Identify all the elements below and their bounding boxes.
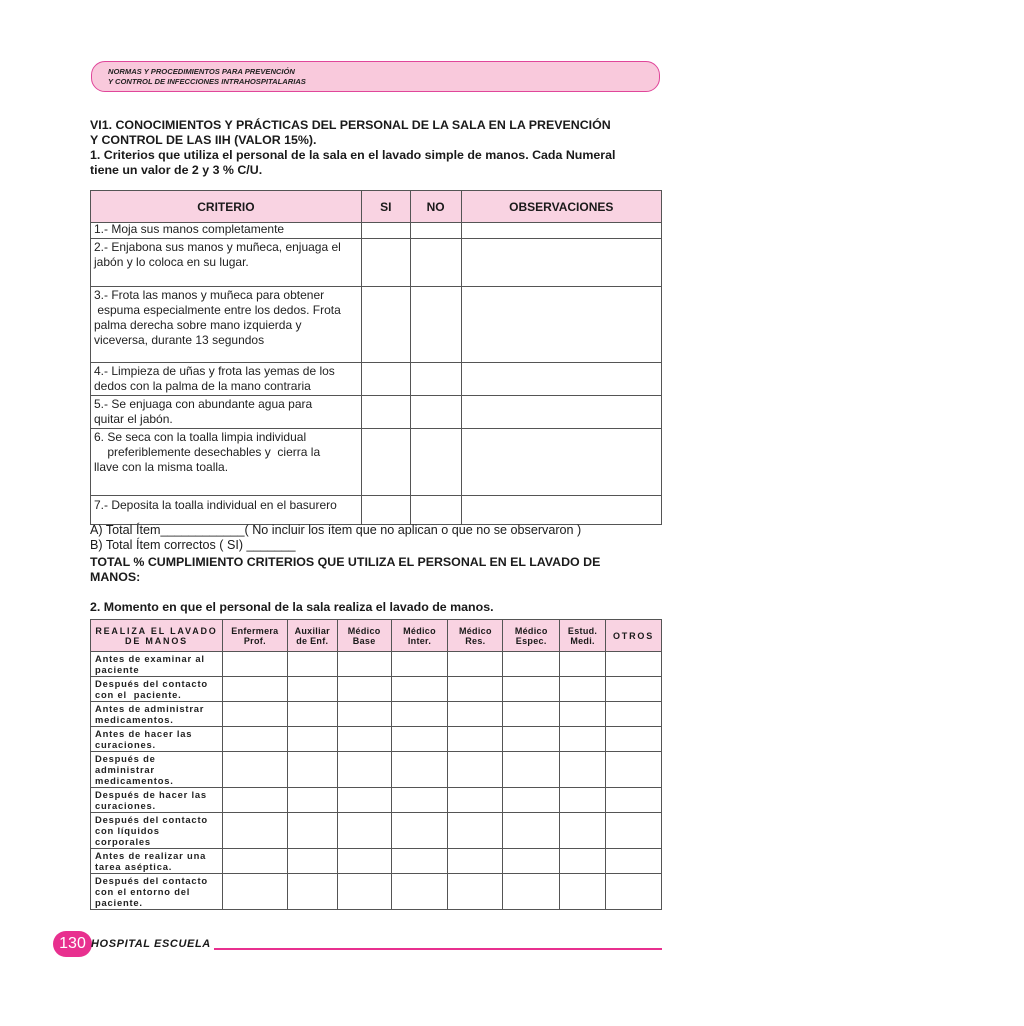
check-cell[interactable] — [222, 874, 287, 910]
moment-cell: Después del contacto con el entorno del paciente. — [91, 874, 223, 910]
table-row — [91, 363, 662, 396]
check-cell[interactable] — [448, 849, 503, 874]
moment-cell: Antes de examinar al paciente — [91, 652, 223, 677]
table-row — [91, 223, 662, 239]
table-row — [91, 702, 662, 727]
check-cell[interactable] — [337, 874, 391, 910]
check-cell[interactable] — [222, 677, 287, 702]
table-row — [91, 677, 662, 702]
table-row — [91, 496, 662, 525]
criteria-table — [90, 190, 662, 525]
si-cell[interactable] — [361, 429, 410, 496]
header-observaciones: OBSERVACIONES — [461, 191, 662, 223]
check-cell[interactable] — [337, 727, 391, 752]
si-cell[interactable] — [361, 363, 410, 396]
total-percentage-line-2: MANOS: — [90, 570, 141, 584]
header-enfermera: Enfermera Prof. — [222, 620, 287, 652]
header-si: SI — [361, 191, 410, 223]
check-cell[interactable] — [606, 849, 662, 874]
observaciones-cell[interactable] — [461, 287, 662, 363]
table-row — [91, 287, 662, 363]
check-cell[interactable] — [337, 813, 391, 849]
check-cell[interactable] — [222, 752, 287, 788]
check-cell[interactable] — [560, 813, 606, 849]
observaciones-cell[interactable] — [461, 363, 662, 396]
banner-line-1: NORMAS Y PROCEDIMIENTOS PARA PREVENCIÓN — [108, 67, 295, 76]
moment-cell: Después del contacto con el paciente. — [91, 677, 223, 702]
moment-cell: Antes de hacer las curaciones. — [91, 727, 223, 752]
check-cell[interactable] — [287, 652, 337, 677]
check-cell[interactable] — [391, 727, 448, 752]
no-cell[interactable] — [410, 287, 461, 363]
footer-title: HOSPITAL ESCUELA — [91, 938, 211, 950]
header-medico-inter: Médico Inter. — [391, 620, 448, 652]
check-cell[interactable] — [391, 702, 448, 727]
check-cell[interactable] — [503, 677, 560, 702]
no-cell[interactable] — [410, 363, 461, 396]
check-cell[interactable] — [606, 752, 662, 788]
total-items-line: A) Total Ítem____________( No incluir los ítem que no aplican o que no se observaron ) — [90, 523, 582, 537]
no-cell[interactable] — [410, 223, 461, 239]
table-row — [91, 727, 662, 752]
header-banner — [91, 61, 660, 92]
check-cell[interactable] — [287, 677, 337, 702]
criteria-cell: 4.- Limpieza de uñas y frota las yemas de los dedos con la palma de la mano contraria — [91, 363, 362, 396]
check-cell[interactable] — [560, 727, 606, 752]
check-cell[interactable] — [391, 677, 448, 702]
no-cell[interactable] — [410, 396, 461, 429]
check-cell[interactable] — [606, 874, 662, 910]
criteria-cell: 1.- Moja sus manos completamente — [91, 223, 362, 239]
check-cell[interactable] — [503, 849, 560, 874]
check-cell[interactable] — [560, 677, 606, 702]
check-cell[interactable] — [448, 727, 503, 752]
check-cell[interactable] — [560, 788, 606, 813]
check-cell[interactable] — [287, 702, 337, 727]
header-realiza-lavado: REALIZA EL LAVADO DE MANOS — [91, 620, 223, 652]
observaciones-cell[interactable] — [461, 496, 662, 525]
check-cell[interactable] — [503, 788, 560, 813]
si-cell[interactable] — [361, 239, 410, 287]
total-correct-line: B) Total Ítem correctos ( SI) _______ — [90, 538, 296, 552]
observaciones-cell[interactable] — [461, 396, 662, 429]
check-cell[interactable] — [337, 788, 391, 813]
si-cell[interactable] — [361, 396, 410, 429]
check-cell[interactable] — [222, 727, 287, 752]
page-number: 130 — [53, 931, 92, 957]
header-no: NO — [410, 191, 461, 223]
observaciones-cell[interactable] — [461, 223, 662, 239]
check-cell[interactable] — [503, 752, 560, 788]
header-otros: OTROS — [606, 620, 662, 652]
check-cell[interactable] — [222, 849, 287, 874]
total-percentage-line-1: TOTAL % CUMPLIMIENTO CRITERIOS QUE UTILIZA EL PERSONAL EN EL LAVADO DE — [90, 555, 601, 569]
check-cell[interactable] — [287, 788, 337, 813]
check-cell[interactable] — [222, 702, 287, 727]
section-title-line-1: VI1. CONOCIMIENTOS Y PRÁCTICAS DEL PERSONAL DE LA SALA EN LA PREVENCIÓN — [90, 118, 611, 132]
table-row — [91, 396, 662, 429]
observaciones-cell[interactable] — [461, 429, 662, 496]
moment-cell: Después de administrar medicamentos. — [91, 752, 223, 788]
check-cell[interactable] — [222, 813, 287, 849]
check-cell[interactable] — [287, 849, 337, 874]
check-cell[interactable] — [448, 788, 503, 813]
header-auxiliar: Auxiliar de Enf. — [287, 620, 337, 652]
section2-title: 2. Momento en que el personal de la sala realiza el lavado de manos. — [90, 600, 494, 614]
check-cell[interactable] — [560, 652, 606, 677]
criteria-cell: 3.- Frota las manos y muñeca para obtener espuma especialmente entre los dedos. Frota palma derecha sobre mano izquierda y viceversa, durante 13 segundos — [91, 287, 362, 363]
check-cell[interactable] — [391, 652, 448, 677]
si-cell[interactable] — [361, 287, 410, 363]
criteria-cell: 7.- Deposita la toalla individual en el basurero — [91, 496, 362, 525]
check-cell[interactable] — [287, 752, 337, 788]
table-row — [91, 239, 662, 287]
check-cell[interactable] — [337, 849, 391, 874]
criteria-cell: 6. Se seca con la toalla limpia individual preferiblemente desechables y cierra la llave con la misma toalla. — [91, 429, 362, 496]
check-cell[interactable] — [337, 752, 391, 788]
moment-cell: Después de hacer las curaciones. — [91, 788, 223, 813]
check-cell[interactable] — [503, 702, 560, 727]
check-cell[interactable] — [503, 813, 560, 849]
check-cell[interactable] — [606, 813, 662, 849]
check-cell[interactable] — [287, 727, 337, 752]
check-cell[interactable] — [391, 752, 448, 788]
check-cell[interactable] — [391, 849, 448, 874]
section-subtitle-line-2: tiene un valor de 2 y 3 % C/U. — [90, 163, 263, 177]
table-row — [91, 429, 662, 496]
moment-cell: Antes de realizar una tarea aséptica. — [91, 849, 223, 874]
check-cell[interactable] — [448, 702, 503, 727]
check-cell[interactable] — [560, 849, 606, 874]
check-cell[interactable] — [448, 652, 503, 677]
section-title-line-2: Y CONTROL DE LAS IIH (VALOR 15%). — [90, 133, 317, 147]
check-cell[interactable] — [391, 813, 448, 849]
check-cell[interactable] — [222, 788, 287, 813]
check-cell[interactable] — [287, 874, 337, 910]
check-cell[interactable] — [287, 813, 337, 849]
header-criterio: CRITERIO — [91, 191, 362, 223]
check-cell[interactable] — [448, 874, 503, 910]
check-cell[interactable] — [606, 727, 662, 752]
no-cell[interactable] — [410, 496, 461, 525]
check-cell[interactable] — [503, 874, 560, 910]
criteria-header-row — [91, 191, 662, 223]
check-cell[interactable] — [391, 874, 448, 910]
criteria-cell: 5.- Se enjuaga con abundante agua para quitar el jabón. — [91, 396, 362, 429]
check-cell[interactable] — [503, 727, 560, 752]
table-row — [91, 788, 662, 813]
check-cell[interactable] — [337, 652, 391, 677]
header-estud-medi: Estud. Medi. — [560, 620, 606, 652]
check-cell[interactable] — [337, 677, 391, 702]
moments-header-row — [91, 620, 662, 652]
section-subtitle-line-1: 1. Criterios que utiliza el personal de la sala en el lavado simple de manos. Cada Numeral — [90, 148, 616, 162]
check-cell[interactable] — [606, 702, 662, 727]
check-cell[interactable] — [391, 788, 448, 813]
check-cell[interactable] — [448, 677, 503, 702]
check-cell[interactable] — [606, 652, 662, 677]
moment-cell: Después del contacto con líquidos corporales — [91, 813, 223, 849]
check-cell[interactable] — [503, 652, 560, 677]
check-cell[interactable] — [448, 813, 503, 849]
handwashing-moments-table — [90, 619, 662, 910]
no-cell[interactable] — [410, 239, 461, 287]
header-medico-espec: Médico Espec. — [503, 620, 560, 652]
check-cell[interactable] — [560, 874, 606, 910]
footer-rule — [214, 948, 662, 950]
banner-line-2: Y CONTROL DE INFECCIONES INTRAHOSPITALARIAS — [108, 77, 306, 86]
si-cell[interactable] — [361, 223, 410, 239]
check-cell[interactable] — [337, 702, 391, 727]
check-cell[interactable] — [606, 677, 662, 702]
check-cell[interactable] — [448, 752, 503, 788]
moment-cell: Antes de administrar medicamentos. — [91, 702, 223, 727]
header-medico-res: Médico Res. — [448, 620, 503, 652]
check-cell[interactable] — [560, 752, 606, 788]
header-medico-base: Médico Base — [337, 620, 391, 652]
table-row — [91, 752, 662, 788]
observaciones-cell[interactable] — [461, 239, 662, 287]
table-row — [91, 813, 662, 849]
table-row — [91, 874, 662, 910]
check-cell[interactable] — [560, 702, 606, 727]
check-cell[interactable] — [222, 652, 287, 677]
table-row — [91, 849, 662, 874]
table-row — [91, 652, 662, 677]
si-cell[interactable] — [361, 496, 410, 525]
no-cell[interactable] — [410, 429, 461, 496]
criteria-cell: 2.- Enjabona sus manos y muñeca, enjuaga el jabón y lo coloca en su lugar. — [91, 239, 362, 287]
check-cell[interactable] — [606, 788, 662, 813]
